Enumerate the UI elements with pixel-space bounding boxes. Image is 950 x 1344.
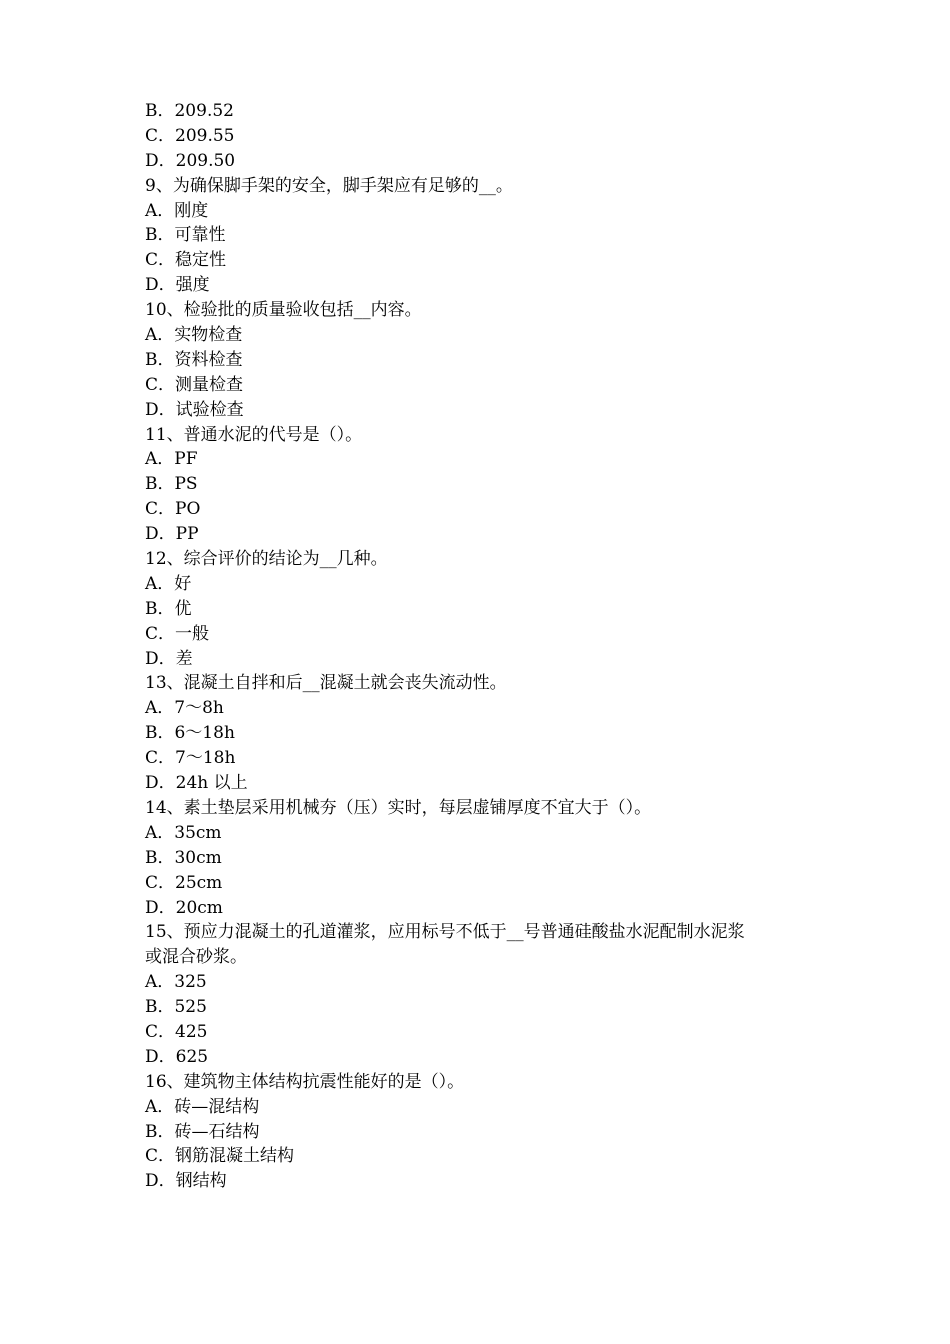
- question-line: 9、为确保脚手架的安全，脚手架应有足够的__。: [145, 175, 513, 196]
- option-line: C．测量检查: [145, 374, 244, 395]
- question-line: 11、普通水泥的代号是（）。: [145, 424, 363, 445]
- option-line: A．刚度: [145, 200, 209, 221]
- option-line: B．资料检查: [145, 349, 243, 370]
- option-line: C．钢筋混凝土结构: [145, 1146, 295, 1167]
- option-line: C．PO: [145, 499, 201, 520]
- option-line: D．试验检查: [145, 399, 244, 420]
- question-line: 10、检验批的质量验收包括__内容。: [145, 300, 422, 321]
- option-line: C．425: [145, 1021, 208, 1042]
- option-line: B．可靠性: [145, 225, 226, 246]
- option-line: C．稳定性: [145, 250, 227, 271]
- option-line: D．625: [145, 1046, 209, 1067]
- option-line: B．6～18h: [145, 723, 235, 744]
- option-line: D．20cm: [145, 897, 223, 918]
- option-line: A．7～8h: [145, 698, 224, 719]
- option-line: A．砖—混结构: [145, 1096, 260, 1117]
- question-line: 13、混凝土自拌和后__混凝土就会丧失流动性。: [145, 673, 507, 694]
- option-line: D．209.50: [145, 150, 236, 171]
- option-line: A．好: [145, 573, 192, 594]
- option-line: C．209.55: [145, 125, 235, 146]
- option-line: C．一般: [145, 623, 210, 644]
- option-line: B．525: [145, 997, 207, 1018]
- option-line: B．优: [145, 598, 192, 619]
- option-line: B．砖—石结构: [145, 1121, 260, 1142]
- option-line: B．PS: [145, 474, 198, 495]
- question-line: 15、预应力混凝土的孔道灌浆，应用标号不低于__号普通硅酸盐水泥配制水泥浆: [145, 922, 745, 943]
- question-line: 16、建筑物主体结构抗震性能好的是（）。: [145, 1071, 465, 1092]
- document-page: [145, 99, 825, 1194]
- option-line: A．35cm: [145, 822, 222, 843]
- option-line: A．PF: [145, 449, 198, 470]
- option-line: B．30cm: [145, 847, 222, 868]
- question-line-continuation: 或混合砂浆。: [145, 947, 247, 968]
- option-line: D．24h 以上: [145, 773, 248, 794]
- option-line: C．25cm: [145, 872, 223, 893]
- option-line: A．实物检查: [145, 325, 243, 346]
- option-line: D．PP: [145, 524, 199, 545]
- option-line: D．差: [145, 648, 193, 669]
- option-line: D．强度: [145, 275, 210, 296]
- question-line: 14、素土垫层采用机械夯（压）实时，每层虚铺厚度不宜大于（）。: [145, 797, 652, 818]
- option-line: D．钢结构: [145, 1171, 227, 1192]
- question-line: 12、综合评价的结论为__几种。: [145, 549, 388, 570]
- option-line: C．7～18h: [145, 748, 236, 769]
- option-line: B．209.52: [145, 101, 234, 121]
- option-line: A．325: [145, 972, 207, 993]
